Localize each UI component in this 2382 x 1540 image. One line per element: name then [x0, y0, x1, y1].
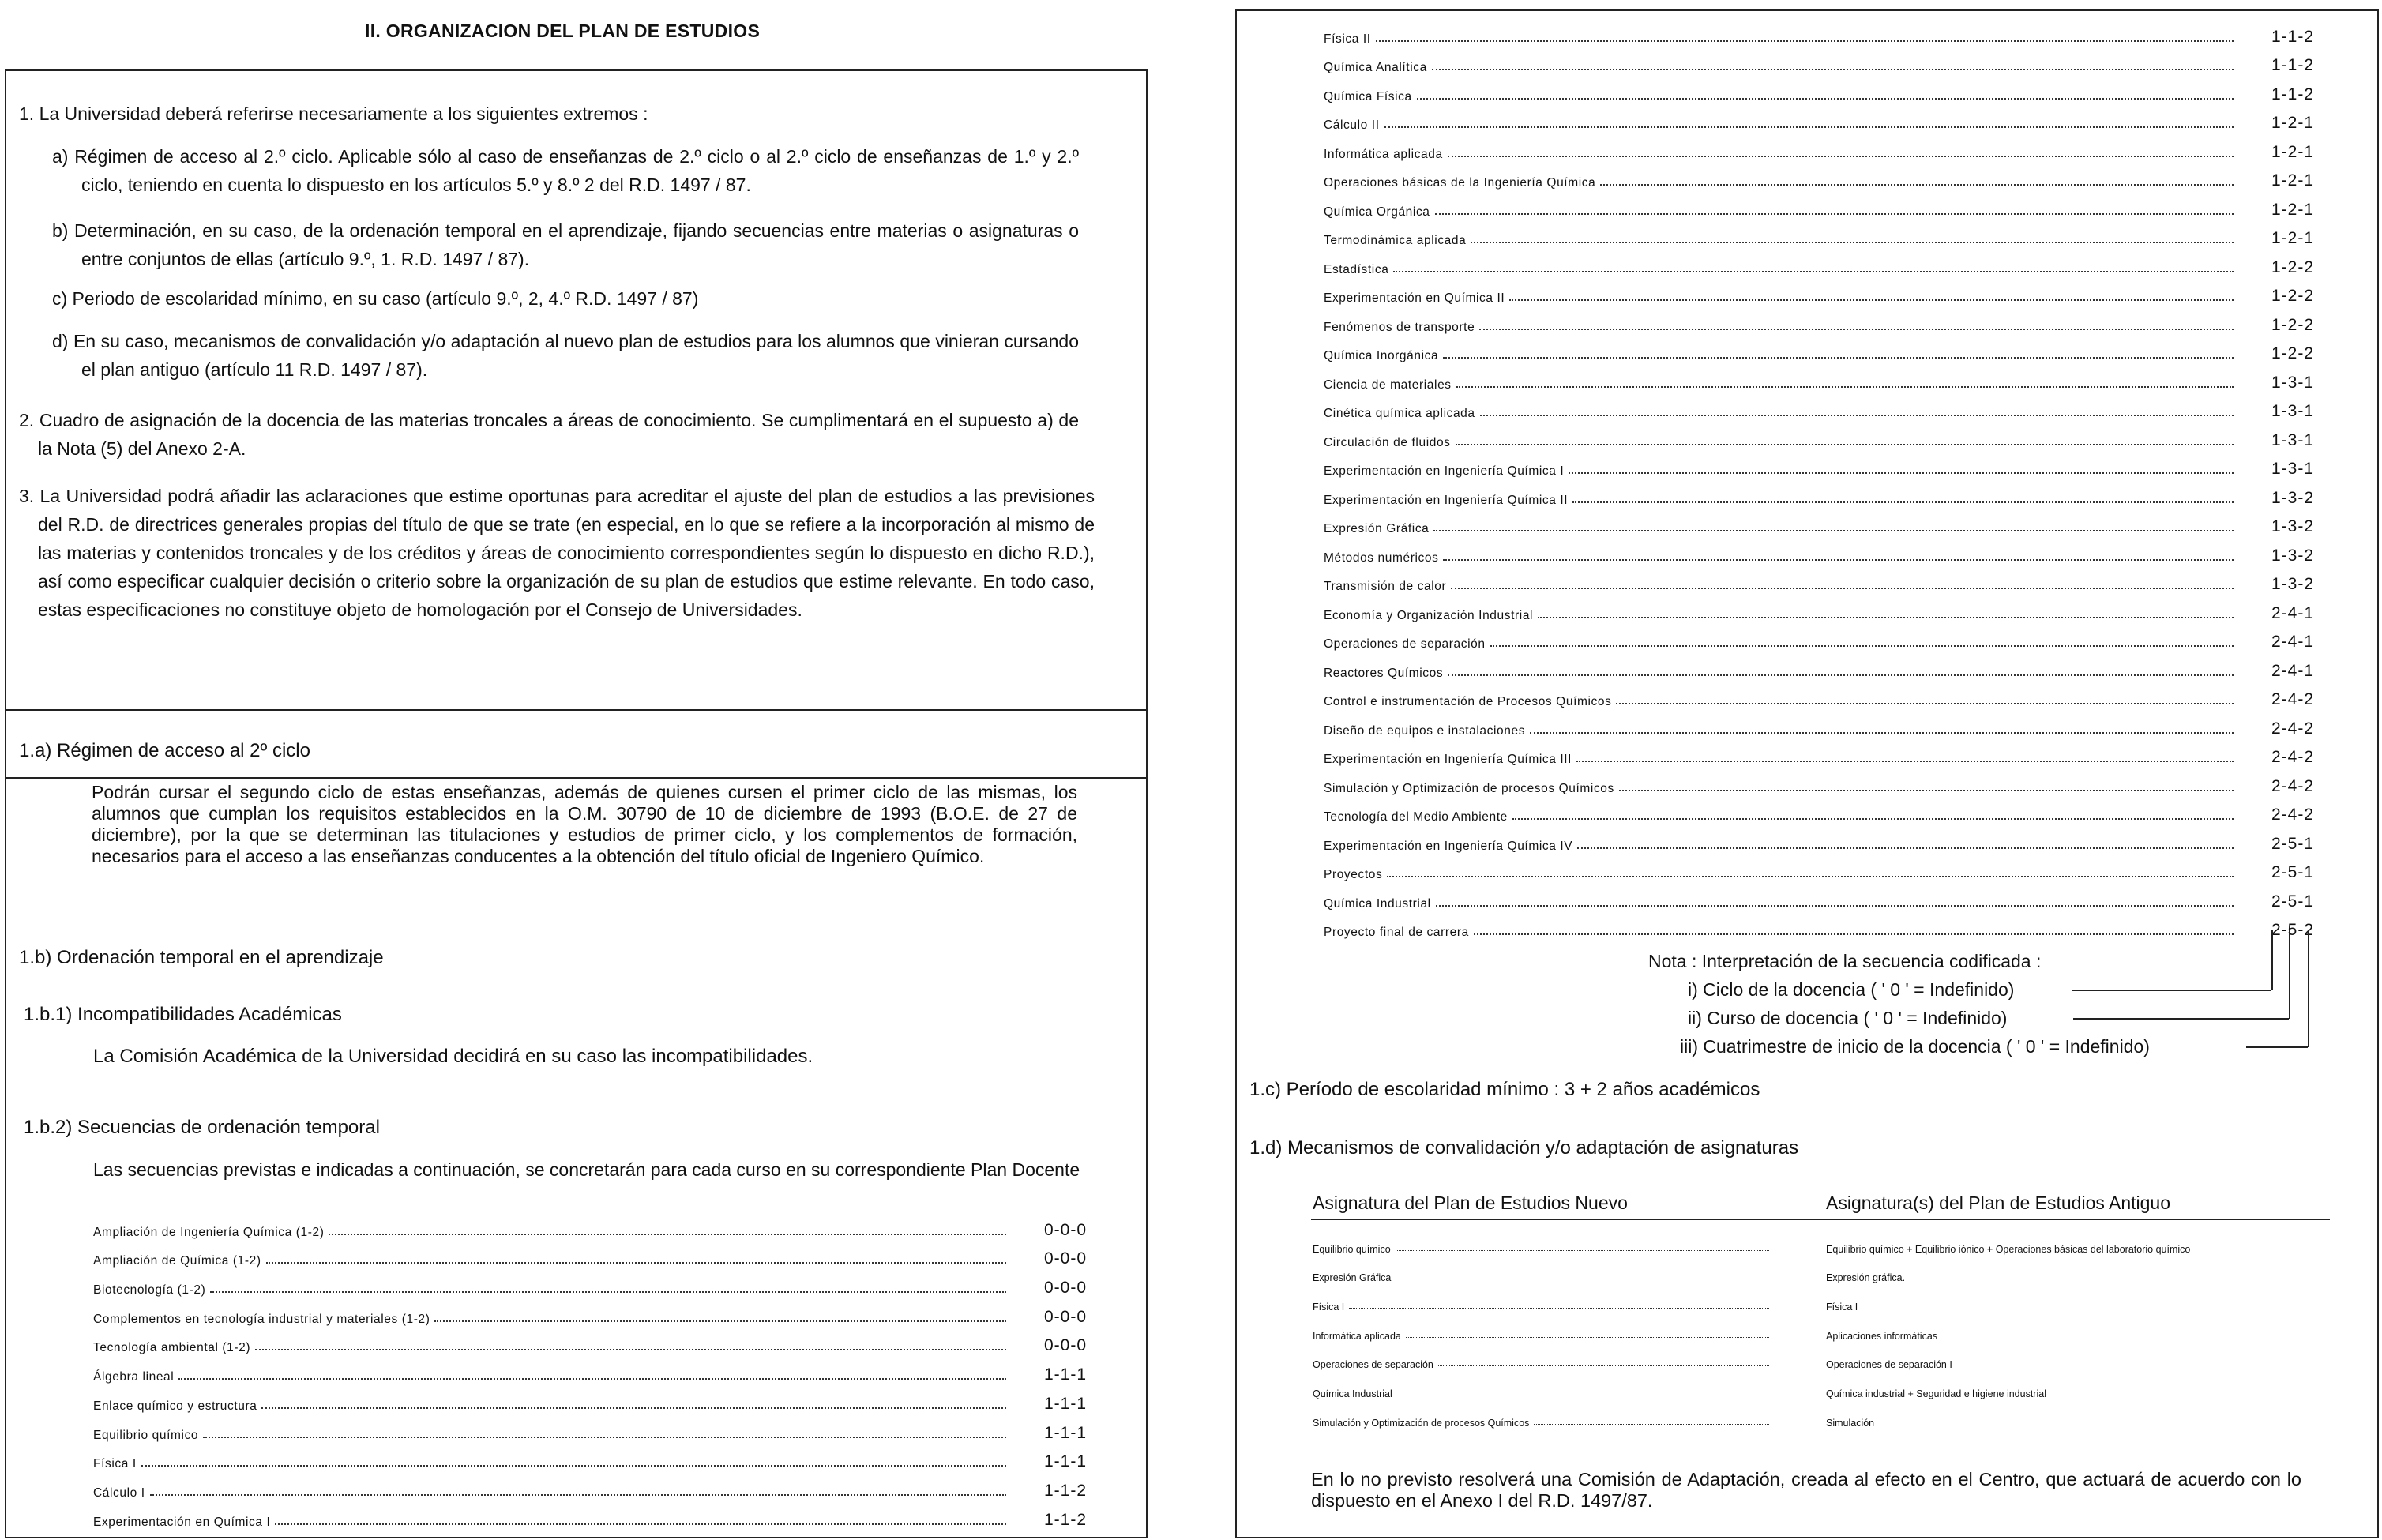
subject-name: Enlace químico y estructura	[93, 1399, 257, 1413]
dot-leader	[434, 1320, 1006, 1322]
conv-old-subject: Simulación	[1826, 1417, 1875, 1429]
dot-leader	[1471, 242, 2234, 243]
dot-leader	[261, 1407, 1006, 1409]
dot-leader	[1569, 472, 2234, 474]
dot-leader	[1530, 732, 2234, 734]
subject-row	[1324, 220, 2314, 249]
legend-connector-ii-v	[2289, 930, 2290, 1019]
conv-row-new	[1313, 1283, 1769, 1313]
conv-new-subject: Química Industrial	[1313, 1388, 1392, 1400]
section-1b-heading: 1.b) Ordenación temporal en el aprendizaje	[19, 947, 384, 968]
subject-name: Simulación y Optimización de procesos Químicos	[1324, 781, 1614, 795]
section-1b2-text: Las secuencias previstas e indicadas a continuación, se concretarán para cada curso en su correspondiente Plan Docente	[93, 1159, 1080, 1180]
dot-leader	[1538, 617, 2234, 618]
sequence-code: 2-5-1	[2271, 892, 2314, 911]
subject-row	[1324, 508, 2314, 537]
dot-leader	[1474, 933, 2234, 935]
subject-row	[1324, 681, 2314, 710]
dot-leader	[1433, 530, 2234, 531]
conv-old-subject: Expresión gráfica.	[1826, 1272, 1906, 1284]
subject-name: Biotecnología (1-2)	[93, 1283, 206, 1298]
subject-name: Química Analítica	[1324, 61, 1427, 74]
conv-row-new	[1313, 1399, 1769, 1429]
subject-name: Métodos numéricos	[1324, 550, 1439, 565]
subject-name: Complementos en tecnología industrial y materiales (1-2)	[93, 1312, 430, 1326]
subject-row	[1324, 17, 2314, 47]
conv-old-subject: Equilibrio químico + Equilibrio iónico + Operaciones básicas del laboratorio químico	[1826, 1243, 2191, 1255]
subject-name: Química Inorgánica	[1324, 349, 1439, 362]
dot-leader	[1376, 40, 2234, 42]
subject-name: Cálculo II	[1324, 118, 1380, 132]
legend-item-i: i) Ciclo de la docencia ( ' 0 ' = Indefinido)	[1688, 979, 2015, 1000]
subject-row	[1324, 306, 2314, 335]
intro-item-1d: d) En su caso, mecanismos de convalidación y/o adaptación al nuevo plan de estudios para los alumnos que vinieran cursando el plan antiguo (artículo 11 R.D. 1497 / 87).	[52, 331, 1079, 380]
dot-leader	[1456, 444, 2234, 445]
subject-row	[1324, 104, 2314, 133]
section-1b1-text: La Comisión Académica de la Universidad decidirá en su caso las incompatibilidades.	[93, 1046, 813, 1067]
subject-name: Cálculo I	[93, 1486, 145, 1500]
subject-name: Operaciones básicas de la Ingeniería Química	[1324, 176, 1596, 190]
subject-row	[1324, 133, 2314, 162]
dot-leader	[1443, 559, 2234, 561]
subject-name: Ciencia de materiales	[1324, 377, 1452, 392]
legend-title: Nota : Interpretación de la secuencia codificada :	[1648, 951, 2042, 971]
dot-leader	[1436, 905, 2234, 907]
subject-name: Diseño de equipos e instalaciones	[1324, 723, 1526, 738]
dot-leader	[1451, 588, 2234, 589]
left-divider-2	[5, 777, 1148, 779]
legend-connector-iii-h	[2246, 1046, 2308, 1048]
sequence-code: 2-5-1	[2271, 834, 2314, 853]
subject-name: Circulación de fluidos	[1324, 435, 1451, 449]
dot-leader	[1576, 761, 2234, 762]
dot-leader	[266, 1262, 1006, 1264]
sequence-code: 0-0-0	[1043, 1336, 1087, 1355]
subject-name: Economía y Organización Industrial	[1324, 608, 1534, 622]
subject-row	[1324, 363, 2314, 393]
section-1a-heading: 1.a) Régimen de acceso al 2º ciclo	[19, 740, 310, 761]
sequence-code: 1-1-2	[2271, 85, 2314, 103]
conv-closing-text: En lo no previsto resolverá una Comisión de Adaptación, creada al efecto en el Centro, que actuará de acuerdo con lo dispuesto en el Anexo I del R.D. 1497/87.	[1311, 1469, 2301, 1511]
sequence-code: 0-0-0	[1043, 1307, 1087, 1326]
sequence-code: 1-2-2	[2271, 344, 2314, 362]
dot-leader	[178, 1378, 1006, 1380]
dot-leader	[1490, 645, 2234, 647]
conv-old-subject: Aplicaciones informáticas	[1826, 1330, 1938, 1342]
conv-row-new	[1313, 1226, 1769, 1255]
conv-old-subject: Química industrial + Seguridad e higiene industrial	[1826, 1388, 2046, 1400]
subject-name: Termodinámica aplicada	[1324, 234, 1467, 247]
subject-name: Ampliación de Ingeniería Química (1-2)	[93, 1225, 325, 1239]
sequence-code: 0-0-0	[1043, 1279, 1087, 1298]
subject-row	[93, 1355, 1087, 1384]
subject-row	[1324, 709, 2314, 738]
subject-name: Experimentación en Química I	[93, 1515, 271, 1529]
conv-old-list	[1826, 1226, 2331, 1429]
sequence-code: 1-3-2	[2271, 575, 2314, 593]
conv-row-new	[1313, 1313, 1769, 1342]
dot-leader	[1479, 329, 2234, 330]
subject-name: Informática aplicada	[1324, 147, 1443, 161]
subject-row	[1324, 796, 2314, 825]
subject-row	[1324, 248, 2314, 277]
subject-row	[1324, 767, 2314, 796]
intro-item-1a: a) Régimen de acceso al 2.º ciclo. Aplicable sólo al caso de enseñanzas de 2.º ciclo o al 2.º ciclo de enseñanzas de 1.º y 2.º ciclo, teniendo en cuenta lo dispuesto en los artículos 5.º y 8.º 2 del R.D. 1497 / 87.	[52, 146, 1079, 195]
subject-name: Física I	[93, 1457, 137, 1471]
section-1b1-heading: 1.b.1) Incompatibilidades Académicas	[24, 1004, 342, 1025]
legend-connector-ii-h	[2073, 1018, 2289, 1020]
dot-leader	[1512, 818, 2234, 820]
subject-row	[93, 1471, 1087, 1501]
sequence-code: 1-1-2	[2271, 56, 2314, 74]
subject-row	[1324, 623, 2314, 652]
conv-new-subject: Simulación y Optimización de procesos Químicos	[1313, 1417, 1530, 1429]
subject-row	[93, 1327, 1087, 1356]
subject-name: Transmisión de calor	[1324, 580, 1447, 593]
section-1a-text: Podrán cursar el segundo ciclo de estas enseñanzas, además de quienes cursen el primer ciclo de las mismas, los alumnos que cumplan los requisitos establecidos en la O.M. 30790 de 10 de diciembre de 1993 (B.O.E. de 27 de diciembre), por la que se determinan las titulaciones y estudios de primer ciclo, y los complementos de formación, necesarios para el acceso a las enseñanzas conducentes a la obtención del título oficial de Ingeniero Químico.	[92, 782, 1077, 866]
subject-row	[1324, 594, 2314, 623]
left-divider-1	[5, 709, 1148, 711]
sequence-code: 1-2-1	[2271, 200, 2314, 219]
legend-connector-i-v	[2271, 930, 2273, 990]
conv-new-subject: Equilibrio químico	[1313, 1243, 1391, 1255]
sequence-code: 1-2-2	[2271, 287, 2314, 305]
dot-leader	[1577, 847, 2234, 849]
section-1c: 1.c) Período de escolaridad mínimo : 3 + 2 años académicos	[1249, 1079, 1760, 1100]
subject-name: Química Orgánica	[1324, 205, 1430, 219]
subject-row	[93, 1384, 1087, 1414]
dot-leader	[1456, 386, 2234, 388]
conv-new-subject: Física I	[1313, 1301, 1345, 1313]
conv-row-new	[1313, 1370, 1769, 1399]
sequence-code: 0-0-0	[1043, 1220, 1087, 1239]
dot-leader	[255, 1349, 1006, 1350]
dot-leader	[150, 1494, 1006, 1496]
sequence-code: 1-2-1	[2271, 114, 2314, 132]
dot-leader	[1432, 69, 2234, 70]
dot-leader	[1572, 501, 2234, 503]
sequence-code: 1-3-2	[2271, 546, 2314, 565]
subject-row	[93, 1211, 1087, 1240]
conv-row-new	[1313, 1342, 1769, 1371]
dot-leader	[329, 1234, 1006, 1235]
subject-name: Fenómenos de transporte	[1324, 320, 1475, 334]
dot-leader	[1387, 876, 2234, 877]
sequence-code: 1-1-2	[1043, 1510, 1087, 1529]
dot-leader	[1619, 790, 2234, 791]
sequence-code: 1-3-2	[2271, 517, 2314, 535]
sequence-code: 0-0-0	[1043, 1249, 1087, 1268]
sequence-code: 1-3-2	[2271, 488, 2314, 507]
subject-row	[1324, 75, 2314, 104]
dot-leader	[141, 1465, 1006, 1467]
sequence-code: 2-4-1	[2271, 633, 2314, 651]
dot-leader	[1406, 1337, 1769, 1338]
subject-row	[1324, 421, 2314, 450]
sequence-code: 1-2-2	[2271, 257, 2314, 276]
subject-row	[1324, 190, 2314, 220]
dot-leader	[1480, 415, 2234, 416]
sequence-code: 1-1-2	[2271, 27, 2314, 46]
subject-name: Expresión Gráfica	[1324, 522, 1430, 535]
page-title: II. ORGANIZACION DEL PLAN DE ESTUDIOS	[365, 21, 761, 41]
subject-row	[1324, 652, 2314, 681]
subject-row	[93, 1268, 1087, 1298]
section-1d-heading: 1.d) Mecanismos de convalidación y/o adaptación de asignaturas	[1249, 1137, 1799, 1159]
sequence-code: 1-3-1	[2271, 402, 2314, 420]
subject-row	[1324, 824, 2314, 854]
section-1b2-heading: 1.b.2) Secuencias de ordenación temporal	[24, 1117, 380, 1138]
sequence-code: 1-1-1	[1043, 1452, 1087, 1471]
dot-leader	[1438, 1365, 1769, 1366]
sequence-code: 2-4-2	[2271, 776, 2314, 795]
legend-connector-iii-v	[2308, 930, 2309, 1047]
dot-leader	[275, 1523, 1006, 1525]
subject-row	[93, 1443, 1087, 1472]
subject-row	[1324, 479, 2314, 508]
subject-name: Proyecto final de carrera	[1324, 926, 1469, 939]
intro-item-1c: c) Periodo de escolaridad mínimo, en su caso (artículo 9.º, 2, 4.º R.D. 1497 / 87)	[52, 288, 699, 309]
dot-leader	[203, 1437, 1006, 1438]
intro-item-3: 3. La Universidad podrá añadir las aclaraciones que estime oportunas para acreditar el ajuste del plan de estudios a las previsiones del R.D. de directrices generales propias del título de que se trate (en especial, en lo que se refiere a la incorporación al mismo de las materias y contenidos troncales y de los créditos y áreas de conocimiento correspondientes según lo dispuesto en dicho R.D.), así como especificar cualquier decisión o criterio sobre la organización de su plan de estudios que estime relevante. En todo caso, estas especificaciones no constituye objeto de homologación por el Consejo de Universidades.	[19, 486, 1095, 620]
subject-name: Experimentación en Ingeniería Química II	[1324, 493, 1569, 507]
subject-name: Tecnología ambiental (1-2)	[93, 1341, 251, 1355]
conv-new-subject: Informática aplicada	[1313, 1330, 1401, 1342]
sequence-code: 1-3-1	[2271, 430, 2314, 449]
conv-old-subject: Física I	[1826, 1301, 1858, 1313]
sequence-code: 2-4-1	[2271, 603, 2314, 622]
sequence-code: 2-4-1	[2271, 661, 2314, 680]
subject-name: Ampliación de Química (1-2)	[93, 1254, 261, 1268]
intro-item-1: 1. La Universidad deberá referirse necesariamente a los siguientes extremos :	[19, 103, 648, 124]
conv-header-rule	[1311, 1219, 2330, 1220]
sequence-code: 1-3-1	[2271, 373, 2314, 392]
sequence-code: 1-2-1	[2271, 171, 2314, 190]
dot-leader	[1448, 156, 2234, 157]
dot-leader	[1435, 213, 2234, 215]
subject-row	[1324, 450, 2314, 479]
subject-name: Proyectos	[1324, 868, 1383, 881]
subject-row	[93, 1298, 1087, 1327]
dot-leader	[1509, 299, 2234, 301]
legend-connector-i-h	[2072, 990, 2271, 991]
conv-row-new	[1313, 1255, 1769, 1284]
sequence-code: 1-3-1	[2271, 460, 2314, 478]
subject-name: Experimentación en Química II	[1324, 291, 1505, 305]
subjects-list-left	[93, 1211, 1087, 1530]
dot-leader	[1448, 674, 2234, 676]
dot-leader	[1396, 1250, 1769, 1251]
dot-leader	[1616, 703, 2234, 704]
dot-leader	[1443, 357, 2234, 359]
dot-leader	[1417, 98, 2234, 100]
subject-name: Álgebra lineal	[93, 1370, 175, 1384]
sequence-code: 1-1-1	[1043, 1365, 1087, 1384]
subject-name: Experimentación en Ingeniería Química I	[1324, 464, 1565, 478]
conv-old-subject: Operaciones de separación I	[1826, 1359, 1952, 1371]
subject-row	[93, 1414, 1087, 1443]
legend-item-iii: iii) Cuatrimestre de inicio de la docencia ( ' 0 ' = Indefinido)	[1680, 1036, 2150, 1057]
sequence-code: 2-5-1	[2271, 863, 2314, 881]
dot-leader	[1393, 271, 2234, 272]
subject-name: Física II	[1324, 32, 1371, 46]
conv-col-old-header: Asignatura(s) del Plan de Estudios Antiguo	[1826, 1193, 2170, 1213]
subject-name: Química Industrial	[1324, 896, 1431, 911]
subject-name: Tecnología del Medio Ambiente	[1324, 810, 1508, 824]
sequence-code: 1-2-2	[2271, 315, 2314, 334]
sequence-code: 1-1-2	[1043, 1481, 1087, 1500]
sequence-code: 1-1-1	[1043, 1423, 1087, 1442]
sequence-code: 2-4-2	[2271, 748, 2314, 766]
subject-row	[1324, 882, 2314, 911]
sequence-code: 2-4-2	[2271, 690, 2314, 708]
subject-row	[1324, 738, 2314, 768]
subject-name: Equilibrio químico	[93, 1428, 199, 1442]
subject-name: Control e instrumentación de Procesos Químicos	[1324, 695, 1612, 708]
dot-leader	[1534, 1424, 1769, 1425]
conv-new-subject: Expresión Gráfica	[1313, 1272, 1392, 1284]
subject-row	[1324, 854, 2314, 883]
dot-leader	[1600, 184, 2234, 186]
subject-row	[93, 1240, 1087, 1269]
subject-row	[1324, 536, 2314, 565]
subject-name: Reactores Químicos	[1324, 666, 1444, 680]
dot-leader	[1349, 1308, 1769, 1309]
conv-new-list	[1313, 1226, 1769, 1429]
subject-row	[1324, 565, 2314, 595]
subject-row	[1324, 911, 2314, 941]
subject-row	[1324, 162, 2314, 191]
subject-name: Cinética química aplicada	[1324, 407, 1475, 420]
dot-leader	[210, 1291, 1006, 1293]
sequence-code: 1-2-1	[2271, 142, 2314, 161]
subjects-list-right	[1324, 17, 2314, 940]
intro-item-1b: b) Determinación, en su caso, de la ordenación temporal en el aprendizaje, fijando secuencias entre materias o asignaturas o entre conjuntos de ellas (artículo 9.º, 1. R.D. 1497 / 87).	[52, 220, 1079, 269]
subject-name: Operaciones de separación	[1324, 637, 1486, 651]
dot-leader	[1384, 126, 2234, 128]
conv-new-subject: Operaciones de separación	[1313, 1359, 1433, 1371]
legend-item-ii: ii) Curso de docencia ( ' 0 ' = Indefinido)	[1688, 1008, 2008, 1028]
sequence-code: 2-5-2	[2271, 921, 2314, 939]
sequence-code: 1-2-1	[2271, 229, 2314, 247]
subject-name: Estadística	[1324, 262, 1389, 276]
sequence-code: 2-4-2	[2271, 719, 2314, 738]
conv-col-new-header: Asignatura del Plan de Estudios Nuevo	[1313, 1193, 1628, 1213]
subject-name: Experimentación en Ingeniería Química III	[1324, 753, 1572, 766]
sequence-code: 1-1-1	[1043, 1394, 1087, 1413]
sequence-code: 2-4-2	[2271, 806, 2314, 824]
subject-row	[1324, 47, 2314, 76]
subject-row	[93, 1501, 1087, 1530]
subject-row	[1324, 277, 2314, 306]
subject-row	[1324, 393, 2314, 422]
intro-item-2: 2. Cuadro de asignación de la docencia de las materias troncales a áreas de conocimiento. Se cumplimentará en el supuesto a) de la Nota (5) del Anexo 2-A.	[19, 410, 1079, 459]
subject-row	[1324, 335, 2314, 364]
subject-name: Experimentación en Ingeniería Química IV	[1324, 839, 1573, 853]
subject-name: Química Física	[1324, 89, 1412, 103]
